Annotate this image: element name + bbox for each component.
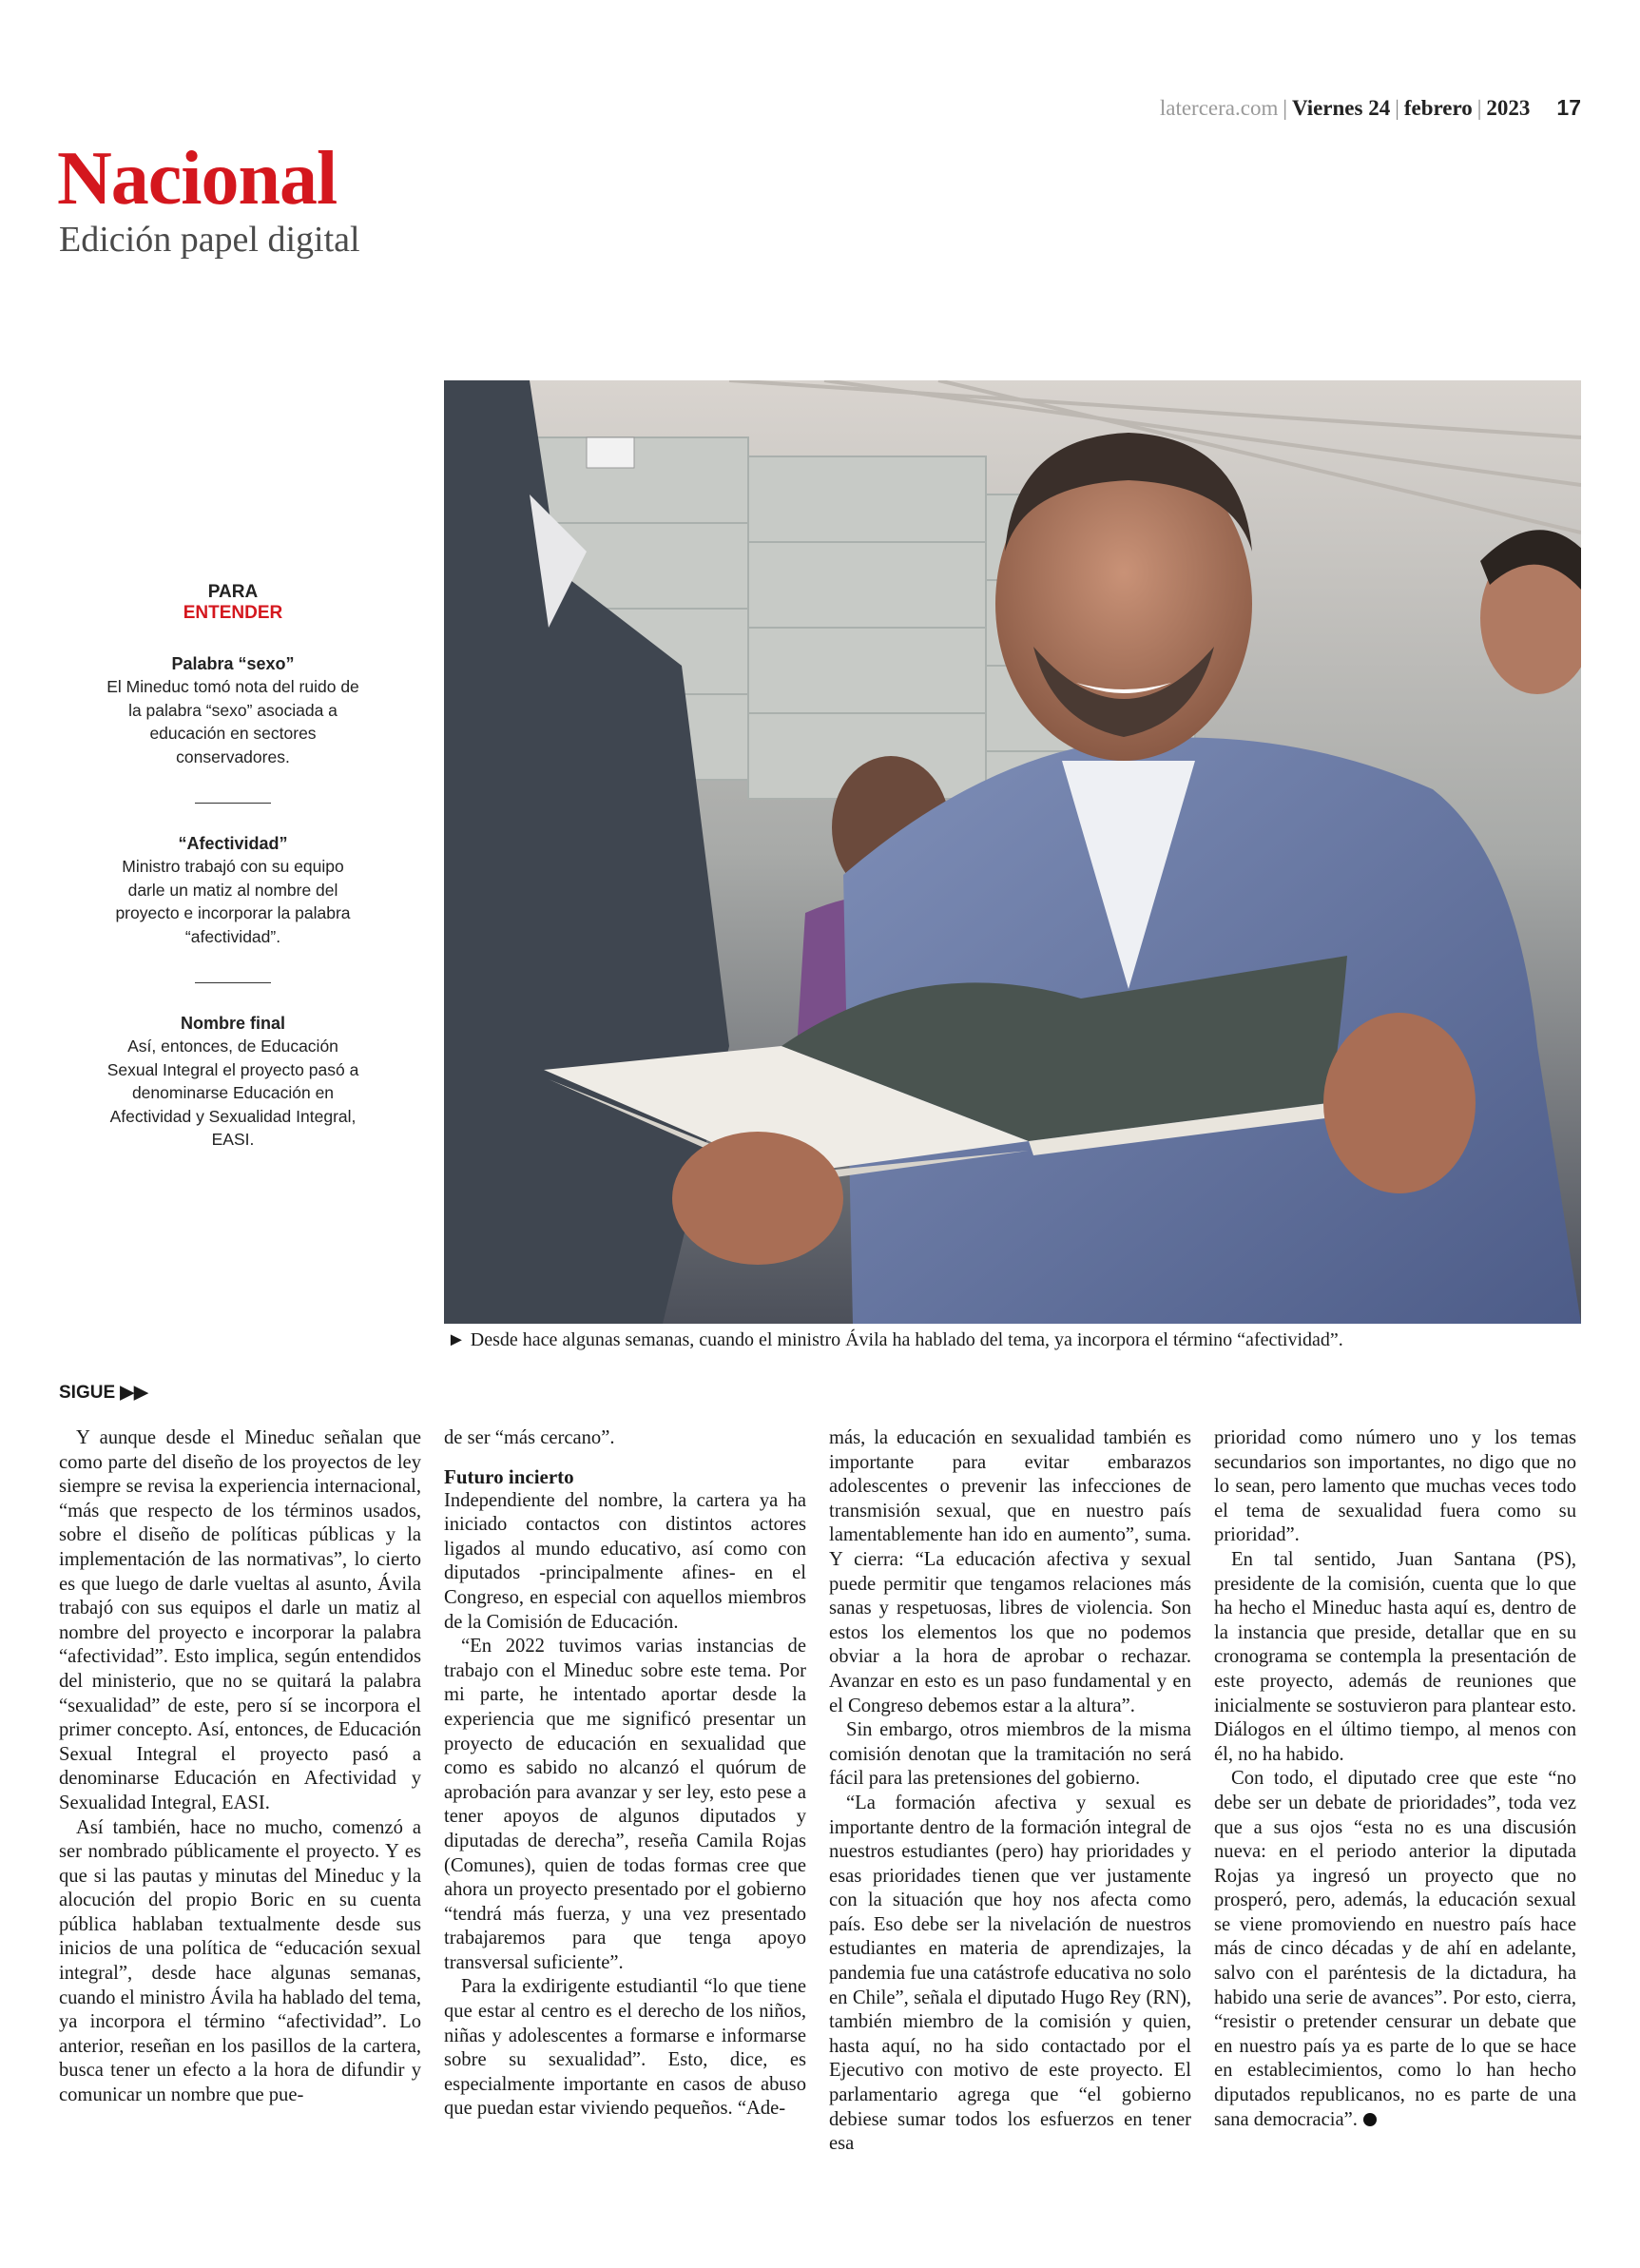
sidebar-divider xyxy=(195,803,271,804)
caption-text: Desde hace algunas semanas, cuando el ministro Ávila ha hablado del tema, ya incorpora el término “afectividad”. xyxy=(470,1329,1343,1350)
header-year: 2023 xyxy=(1486,96,1531,120)
caption-marker-icon: ► xyxy=(447,1329,466,1350)
sidebar-kicker-para: PARA xyxy=(207,582,259,602)
article-paragraph-text: Con todo, el diputado cree que este “no debe ser un debate de prioridades”, toda vez que a sus ojos “esta no es una discusión nueva: en el periodo anterior la diputada Rojas ya ingresó un proyecto que no prosperó, pero, además, la educación sexual se viene promoviendo en nuestro país hace más de cinco décadas y de ahí en adelante, salvo con el paréntesis de la dictadura, ha habido una serie de avances”. Por esto, cierra, “resistir o pretender censurar un debate que en nuestro país ya es parte de lo que se hace en establecimientos, como lo han hecho diputados republicanos, no es parte de una sana democracia”. xyxy=(1214,1768,1576,2130)
photo-illustration xyxy=(444,380,1581,1324)
article-column-4 xyxy=(1214,1426,1576,2132)
sidebar-kicker-entender: ENTENDER xyxy=(183,603,283,623)
article-paragraph-continued: de ser “más cercano”. xyxy=(444,1427,615,1448)
article-paragraph-continued: más, la educación en sexualidad también es importante para evitar embarazos adolescentes o prevenir las infecciones de transmisión sexual, que en nuestro país lamentablemente han ido en aumento”, suma. Y cierra: “La educación afectiva y sexual puede permitir que tengamos relaciones más sanas y respetuosas, libres de violencia. Son estos los elementos los que no podemos obviar a la hora de aprobar o rechazar. Avanzar en esto es un paso fundamental y en el Congreso debemos estar a la altura”. xyxy=(829,1427,1191,1716)
sidebar-divider xyxy=(195,982,271,983)
article-paragraph-continued: prioridad como número uno y los temas secundarios son importantes, no digo que no lo sean, pero lamento que muchas veces todo el tema de sexualidad fuera como su prioridad”. xyxy=(1214,1427,1576,1546)
site-name[interactable]: latercera.com xyxy=(1159,96,1279,120)
sigue-label: SIGUE ▶▶ xyxy=(59,1383,148,1403)
article-column-3 xyxy=(829,1426,1191,2157)
article-paragraph: “La formación afectiva y sexual es importante dentro de la formación integral de nuestros estudiantes (pero) hay prioridades y esas prioridades tienen que ver justamente con la situación que hoy nos afecta como país. Eso debe ser la nivelación de nuestros estudiantes en materia de aprendizajes, la pandemia fue una catástrofe educativa no solo en Chile”, señala el diputado Hugo Rey (RN), también miembro de la comisión y quien, hasta aquí, no ha sido contactado por el Ejecutivo con motivo de este proyecto. El parlamentario agrega que “el gobierno debiese sumar todos los esfuerzos en tener esa xyxy=(829,1792,1191,2155)
header-month: febrero xyxy=(1403,96,1473,120)
sidebar-item-text: Así, entonces, de Educación Sexual Integral el proyecto pasó a denominarse Educación en Afectividad y Sexualidad Integral, EASI. xyxy=(106,1037,359,1149)
article-column-2 xyxy=(444,1426,806,2122)
header-day: Viernes 24 xyxy=(1291,96,1391,120)
article-paragraph: Así también, hace no mucho, comenzó a ser nombrado públicamente el proyecto. Y es que si las pautas y minutas del Mineduc y la alocución del propio Boric en su cuenta pública hablaban textualmente desde sus inicios de una política de “educación sexual integral”, desde hace algunas semanas, cuando el ministro Ávila ha hablado del tema, ya incorpora el término “afectividad”. Lo anterior, reseñan en los pasillos de la cartera, busca tener un efecto a la hora de difundir y comunicar un nombre que pue- xyxy=(59,1816,421,2106)
article-paragraph: Y aunque desde el Mineduc señalan que como parte del diseño de los proyectos de ley siempre se revisa la experiencia internacional, “más que respecto de los términos usados, sobre el diseño de políticas públicas y la implementación de las normativas”, lo cierto es que luego de darle vueltas al asunto, Ávila trabajó con sus equipos el darle un matiz al nombre del proyecto e incorporar la palabra “afectividad”. Esto implica, según entendidos del ministerio, que no se quitará la palabra “sexualidad” de este, pero sí se incorpora el primer concepto. Así, entonces, de Educación Sexual Integral el proyecto pasó a denominarse Educación en Afectividad y Sexualidad Integral, EASI. xyxy=(59,1427,421,1813)
photo-caption xyxy=(447,1329,1578,1351)
section-subtitle: Edición papel digital xyxy=(59,220,360,260)
sidebar-item-title: Palabra “sexo” xyxy=(171,654,295,673)
sidebar-item-text: El Mineduc tomó nota del ruido de la palabra “sexo” asociada a educación en sectores conservadores. xyxy=(106,677,359,766)
article-photo xyxy=(444,380,1581,1324)
sidebar-item-nombre-final xyxy=(105,1012,361,1152)
sidebar-item-afectividad xyxy=(105,832,361,948)
page-number: 17 xyxy=(1556,95,1581,120)
page-header-meta: latercera.com | Viernes 24 | febrero | 2023 17 xyxy=(1159,95,1581,120)
article-paragraph: “En 2022 tuvimos varias instancias de trabajo con el Mineduc sobre este tema. Por mi parte, he intentado aportar desde la experiencia que me significó presentar un proyecto de educación en sexualidad que como es sabido no alcanzó el quórum de aprobación para avanzar y ser ley, esto pese a tener apoyos de algunos diputados y diputadas de derecha”, reseña Camila Rojas (Comunes), quien de todas formas cree que ahora un proyecto presentado por el gobierno “tendrá más fuerza, y una vez presentado trabajaremos para que tenga apoyo transversal suficiente”. xyxy=(444,1636,806,1973)
sidebar-item-text: Ministro trabajó con su equipo darle un matiz al nombre del proyecto e incorporar la palabra “afectividad”. xyxy=(115,857,351,946)
article-paragraph: Para la exdirigente estudiantil “lo que tiene que estar al centro es el derecho de los niños, niñas y adolescentes a formarse e informarse sobre su sexualidad”. Esto, dice, es especialmente importante en casos de abuso que puedan estar viviendo pequeños. “Ade- xyxy=(444,1976,806,2120)
end-of-article-icon xyxy=(1363,2113,1377,2126)
sidebar-item-title: “Afectividad” xyxy=(178,834,288,853)
section-title: Nacional xyxy=(57,137,338,221)
article-paragraph: Sin embargo, otros miembros de la misma comisión denotan que la tramitación no será fácil para las pretensiones del gobierno. xyxy=(829,1719,1191,1790)
para-entender-box xyxy=(105,582,361,1152)
article-paragraph xyxy=(1214,1767,1576,2132)
article-paragraph: Independiente del nombre, la cartera ya ha iniciado contactos con distintos actores ligados al mundo educativo, así como con diputados -principalmente afines- en el Congreso, en especial con aquellos miembros de la Comisión de Educación. xyxy=(444,1489,806,1633)
article-column-1 xyxy=(59,1426,421,2108)
sidebar-item-palabra-sexo xyxy=(105,652,361,768)
article-subheading: Futuro incierto xyxy=(444,1464,574,1488)
sidebar-item-title: Nombre final xyxy=(180,1014,285,1033)
article-paragraph: En tal sentido, Juan Santana (PS), presidente de la comisión, cuenta que lo que ha hecho el Mineduc hasta aquí es, dentro de la instancia que preside, detallar que en su cronograma se contempla la presentación de este proyecto, además de reuniones que inicialmente se sostuvieron para plantear esto. Diálogos en el último tiempo, al menos con él, no ha habido. xyxy=(1214,1548,1576,1765)
